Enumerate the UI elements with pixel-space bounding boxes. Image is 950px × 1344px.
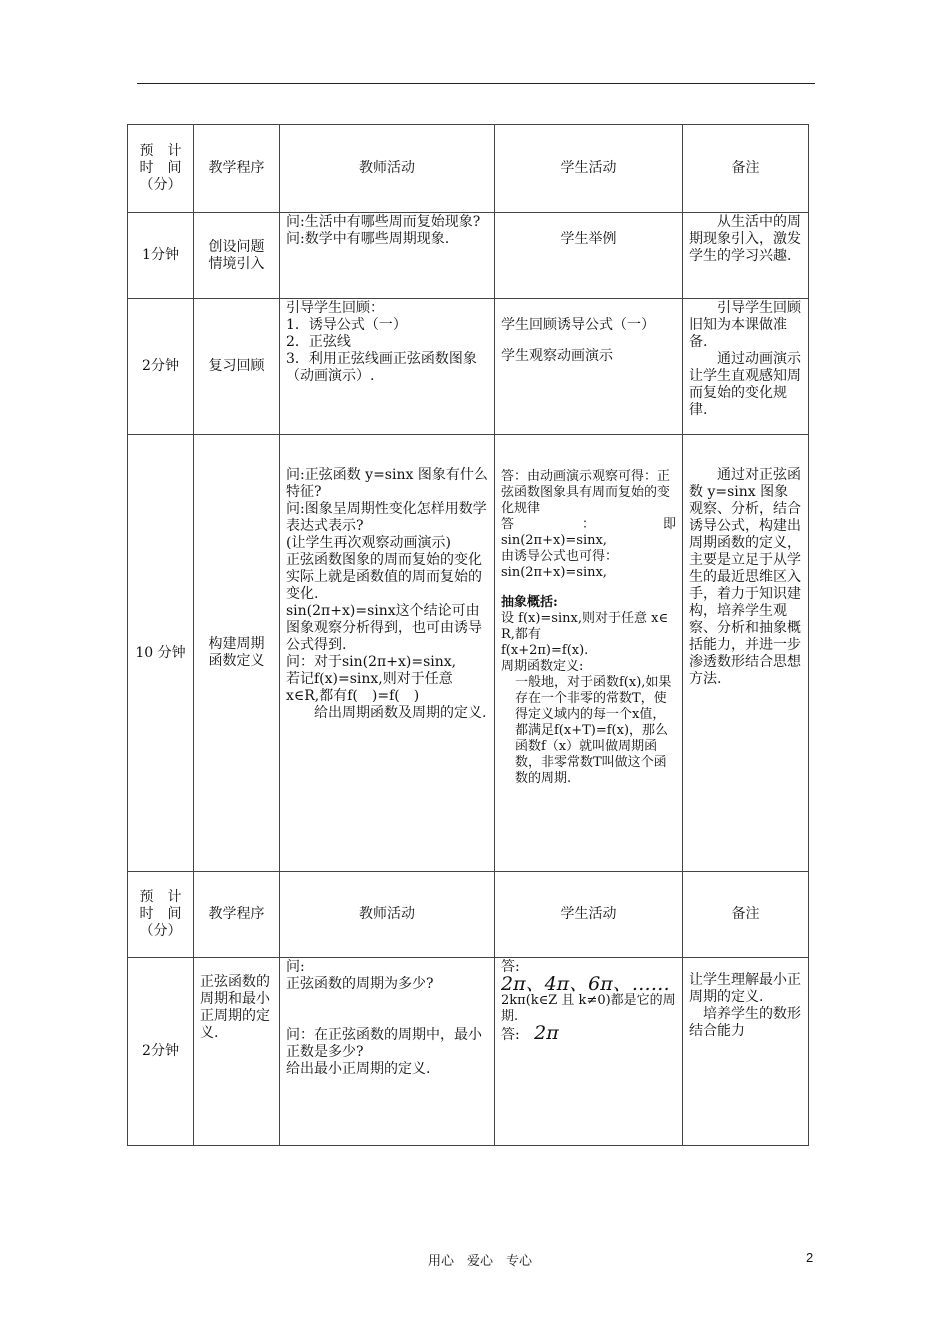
notes-line: 通过动画演示让学生直观感知周而复始的变化规律. xyxy=(689,351,801,418)
teacher-line: 若记f(x)=sinx,则对于任意 xyxy=(286,671,453,687)
header-time xyxy=(128,125,194,213)
program-line: 情境引入 xyxy=(208,255,265,272)
row-time: 1分钟 xyxy=(128,213,194,299)
row-notes xyxy=(683,435,809,872)
header-teacher: 教师活动 xyxy=(280,125,495,213)
teacher-line: 3．利用正弦线画正弦函数图象（动画演示）. xyxy=(286,351,477,384)
table-row xyxy=(128,213,809,299)
header-program: 教学程序 xyxy=(194,125,280,213)
teacher-line: (让学生再次观察动画演示) xyxy=(286,535,451,551)
row-teacher xyxy=(280,299,495,435)
row-teacher xyxy=(280,213,495,299)
table-row xyxy=(128,435,809,872)
row-program xyxy=(194,213,280,299)
header-time-line: （分） xyxy=(139,923,182,939)
student-line: sin(2π+x)=sinx, xyxy=(501,565,607,580)
min-period-line xyxy=(501,1022,676,1044)
student-line: 答：由动画演示观察可得：正弦函数图象具有周而复始的变化规律 xyxy=(501,469,671,516)
teacher-line: 正弦函数图象的周而复始的变化实际上就是函数值的周而复始的变化. xyxy=(286,552,482,602)
teacher-line: 给出最小正周期的定义. xyxy=(286,1061,431,1077)
row-student xyxy=(495,299,683,435)
footer-slogan: 用心 爱心 专心 xyxy=(427,1254,532,1269)
student-line: sin(2π+x)=sinx, xyxy=(501,533,607,548)
row-program: 正弦函数的周期和最小正周期的定义. xyxy=(194,958,280,1146)
header-notes: 备注 xyxy=(683,872,809,958)
row-teacher xyxy=(280,435,495,872)
spacer xyxy=(286,993,488,1027)
spacer xyxy=(501,334,676,348)
program-line: 函数定义 xyxy=(208,653,265,669)
student-line: 由诱导公式也可得： xyxy=(501,549,619,564)
header-time-line: 时 间 xyxy=(139,160,182,176)
teacher-line: 问：对于sin(2π+x)=sinx, xyxy=(286,654,457,670)
header-teacher: 教师活动 xyxy=(280,872,495,958)
min-period-formula: 2π xyxy=(534,1022,559,1044)
student-line: 答：即 xyxy=(501,517,676,532)
teacher-line: 问:数学中有哪些周期现象. xyxy=(286,231,450,247)
row-program xyxy=(194,435,280,872)
page-number: 2 xyxy=(806,1250,814,1265)
row-time: 2分钟 xyxy=(128,958,194,1146)
row-time: 2分钟 xyxy=(128,299,194,435)
answer-label: 答: xyxy=(501,1027,520,1043)
student-line: 设 f(x)=sinx,则对于任意 x∈R,都有 xyxy=(501,611,669,642)
definition-text: 一般地，对于函数f(x),如果存在一个非零的常数T，使得定义域内的每一个x值，都满足f(x+T)=f(x)，那么函数f（x）就叫做周期函数，非零常数T叫做这个函数的周期. xyxy=(515,675,672,786)
notes-line: 引导学生回顾旧知为本课做准备. xyxy=(689,300,801,350)
student-line: 答: xyxy=(501,959,520,975)
table-header-row xyxy=(128,125,809,213)
teacher-line: 给出周期函数及周期的定义. xyxy=(314,705,487,721)
teacher-line: 问:生活中有哪些周而复始现象? xyxy=(286,214,481,230)
spacer xyxy=(501,581,676,595)
student-line: f(x+2π)=f(x). xyxy=(501,643,589,658)
teacher-line: 正弦函数的周期为多少? xyxy=(286,976,434,992)
teacher-line: 引导学生回顾： xyxy=(286,300,384,316)
notes-line: 培养学生的数形结合能力 xyxy=(689,1006,801,1039)
student-line: 学生回顾诱导公式（一） xyxy=(501,317,655,333)
teacher-line: 1．诱导公式（一） xyxy=(286,317,407,333)
periods-formula: 2π、4π、6π、…… xyxy=(501,973,670,995)
header-student: 学生活动 xyxy=(495,872,683,958)
row-teacher xyxy=(280,958,495,1146)
table-row xyxy=(128,958,809,1146)
header-time-line: （分） xyxy=(139,177,182,193)
abstract-heading: 抽象概括: xyxy=(501,595,558,610)
header-student: 学生活动 xyxy=(495,125,683,213)
program-line: 构建周期 xyxy=(208,636,265,652)
table-header-row xyxy=(128,872,809,958)
teacher-line: 问:图象呈周期性变化怎样用数学表达式表示? xyxy=(286,501,487,534)
row-time: 10 分钟 xyxy=(128,435,194,872)
row-notes xyxy=(683,299,809,435)
student-line: 2kπ(k∈Z 且 k≠0)都是它的周期. xyxy=(501,993,676,1024)
header-notes: 备注 xyxy=(683,125,809,213)
row-student xyxy=(495,435,683,872)
header-time-line: 时 间 xyxy=(139,906,182,922)
teacher-line: 问: xyxy=(286,959,305,975)
header-rule xyxy=(137,83,815,84)
row-notes: 从生活中的周期现象引入，激发学生的学习兴趣. xyxy=(683,213,809,299)
teacher-line: 问：在正弦函数的周期中，最小正数是多少? xyxy=(286,1027,482,1060)
header-program: 教学程序 xyxy=(194,872,280,958)
table-row xyxy=(128,299,809,435)
teacher-line: 问:正弦函数 y=sinx 图象有什么特征? xyxy=(286,467,488,500)
student-line: 周期函数定义: xyxy=(501,659,584,674)
row-student xyxy=(495,958,683,1146)
header-time xyxy=(128,872,194,958)
teacher-line: x∈R,都有f( )=f( ) xyxy=(286,688,420,704)
row-notes xyxy=(683,958,809,1146)
student-line: 学生观察动画演示 xyxy=(501,348,613,364)
lesson-plan-table xyxy=(127,124,809,1146)
header-time-line: 预 计 xyxy=(139,889,182,905)
row-program: 复习回顾 xyxy=(194,299,280,435)
program-line: 创设问题 xyxy=(208,238,265,255)
header-time-line: 预 计 xyxy=(139,143,182,159)
notes-line: 让学生理解最小正周期的定义. xyxy=(689,972,801,1005)
row-student: 学生举例 xyxy=(495,213,683,299)
notes-line: 通过对正弦函数 y=sinx 图象观察、分析，结合诱导公式，构建出周期函数的定义，主要是立足于从学生的最近思维区入手，着力于知识建构，培养学生观察、分析和抽象概括能力，并进一步渗透数形结合思想方法. xyxy=(689,467,801,687)
teacher-line: sin(2π+x)=sinx这个结论可由图象观察分析得到，也可由诱导公式得到. xyxy=(286,603,482,653)
teacher-line: 2．正弦线 xyxy=(286,334,351,350)
